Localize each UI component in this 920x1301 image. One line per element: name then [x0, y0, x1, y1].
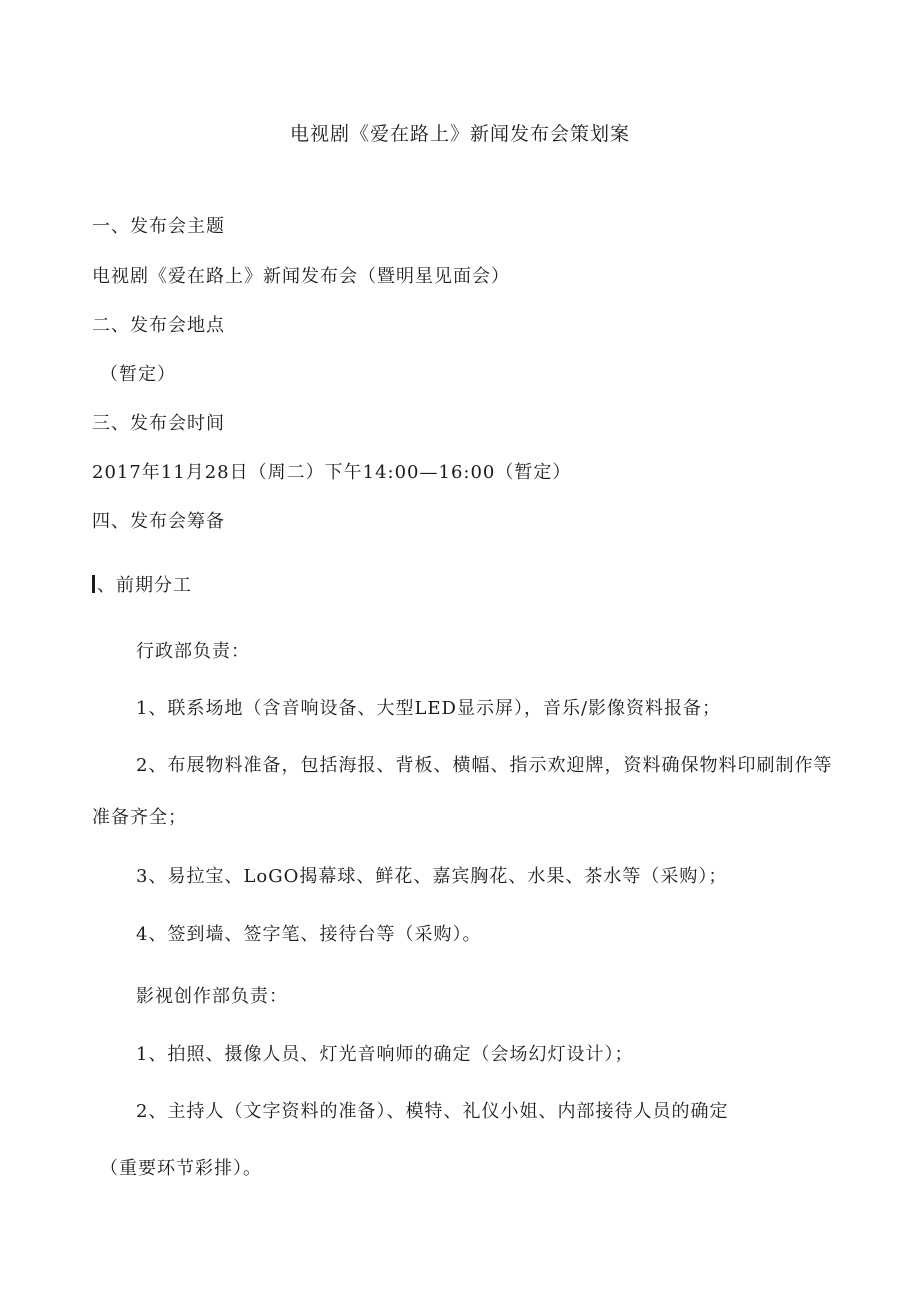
admin-item-2-line-1: 2、布展物料准备，包括海报、背板、横幅、指示欢迎牌，资料确保物料印刷制作等: [136, 755, 833, 776]
admin-item-4: 4、签到墙、签字笔、接待台等（采购）。: [136, 924, 482, 945]
subsection-1-heading: [92, 574, 192, 598]
film-department-heading: 影视创作部负责：: [136, 986, 288, 1007]
admin-department-heading: 行政部负责：: [136, 641, 250, 662]
admin-item-1: 1、联系场地（含音响设备、大型LED显示屏），音乐/影像资料报备；: [136, 698, 722, 719]
document-title: 电视剧《爱在路上》新闻发布会策划案: [289, 123, 630, 145]
section-2-heading: 二、发布会地点: [92, 315, 225, 336]
admin-item-3: 3、易拉宝、LoGO揭幕球、鲜花、嘉宾胸花、水果、茶水等（采购）；: [136, 866, 728, 887]
section-1-heading: 一、发布会主题: [92, 216, 225, 237]
film-item-2-line-2: （重要环节彩排）。: [100, 1158, 262, 1179]
section-3-body: 2017年11月28日（周二）下午14:00—16:00（暂定）: [92, 462, 572, 483]
section-1-body: 电视剧《爱在路上》新闻发布会（暨明星见面会）: [92, 266, 510, 287]
film-item-2-line-1: 2、主持人（文字资料的准备）、模特、礼仪小姐、内部接待人员的确定: [136, 1101, 729, 1122]
admin-item-2-line-2: 准备齐全；: [92, 807, 187, 828]
section-3-heading: 三、发布会时间: [92, 413, 225, 434]
film-item-1: 1、拍照、摄像人员、灯光音响师的确定（会场幻灯设计）；: [136, 1044, 634, 1065]
subsection-1-heading-text: 、前期分工: [97, 575, 192, 596]
section-2-body: （暂定）: [100, 364, 176, 385]
section-marker-icon: [92, 575, 95, 593]
section-4-heading: 四、发布会筹备: [92, 511, 225, 532]
